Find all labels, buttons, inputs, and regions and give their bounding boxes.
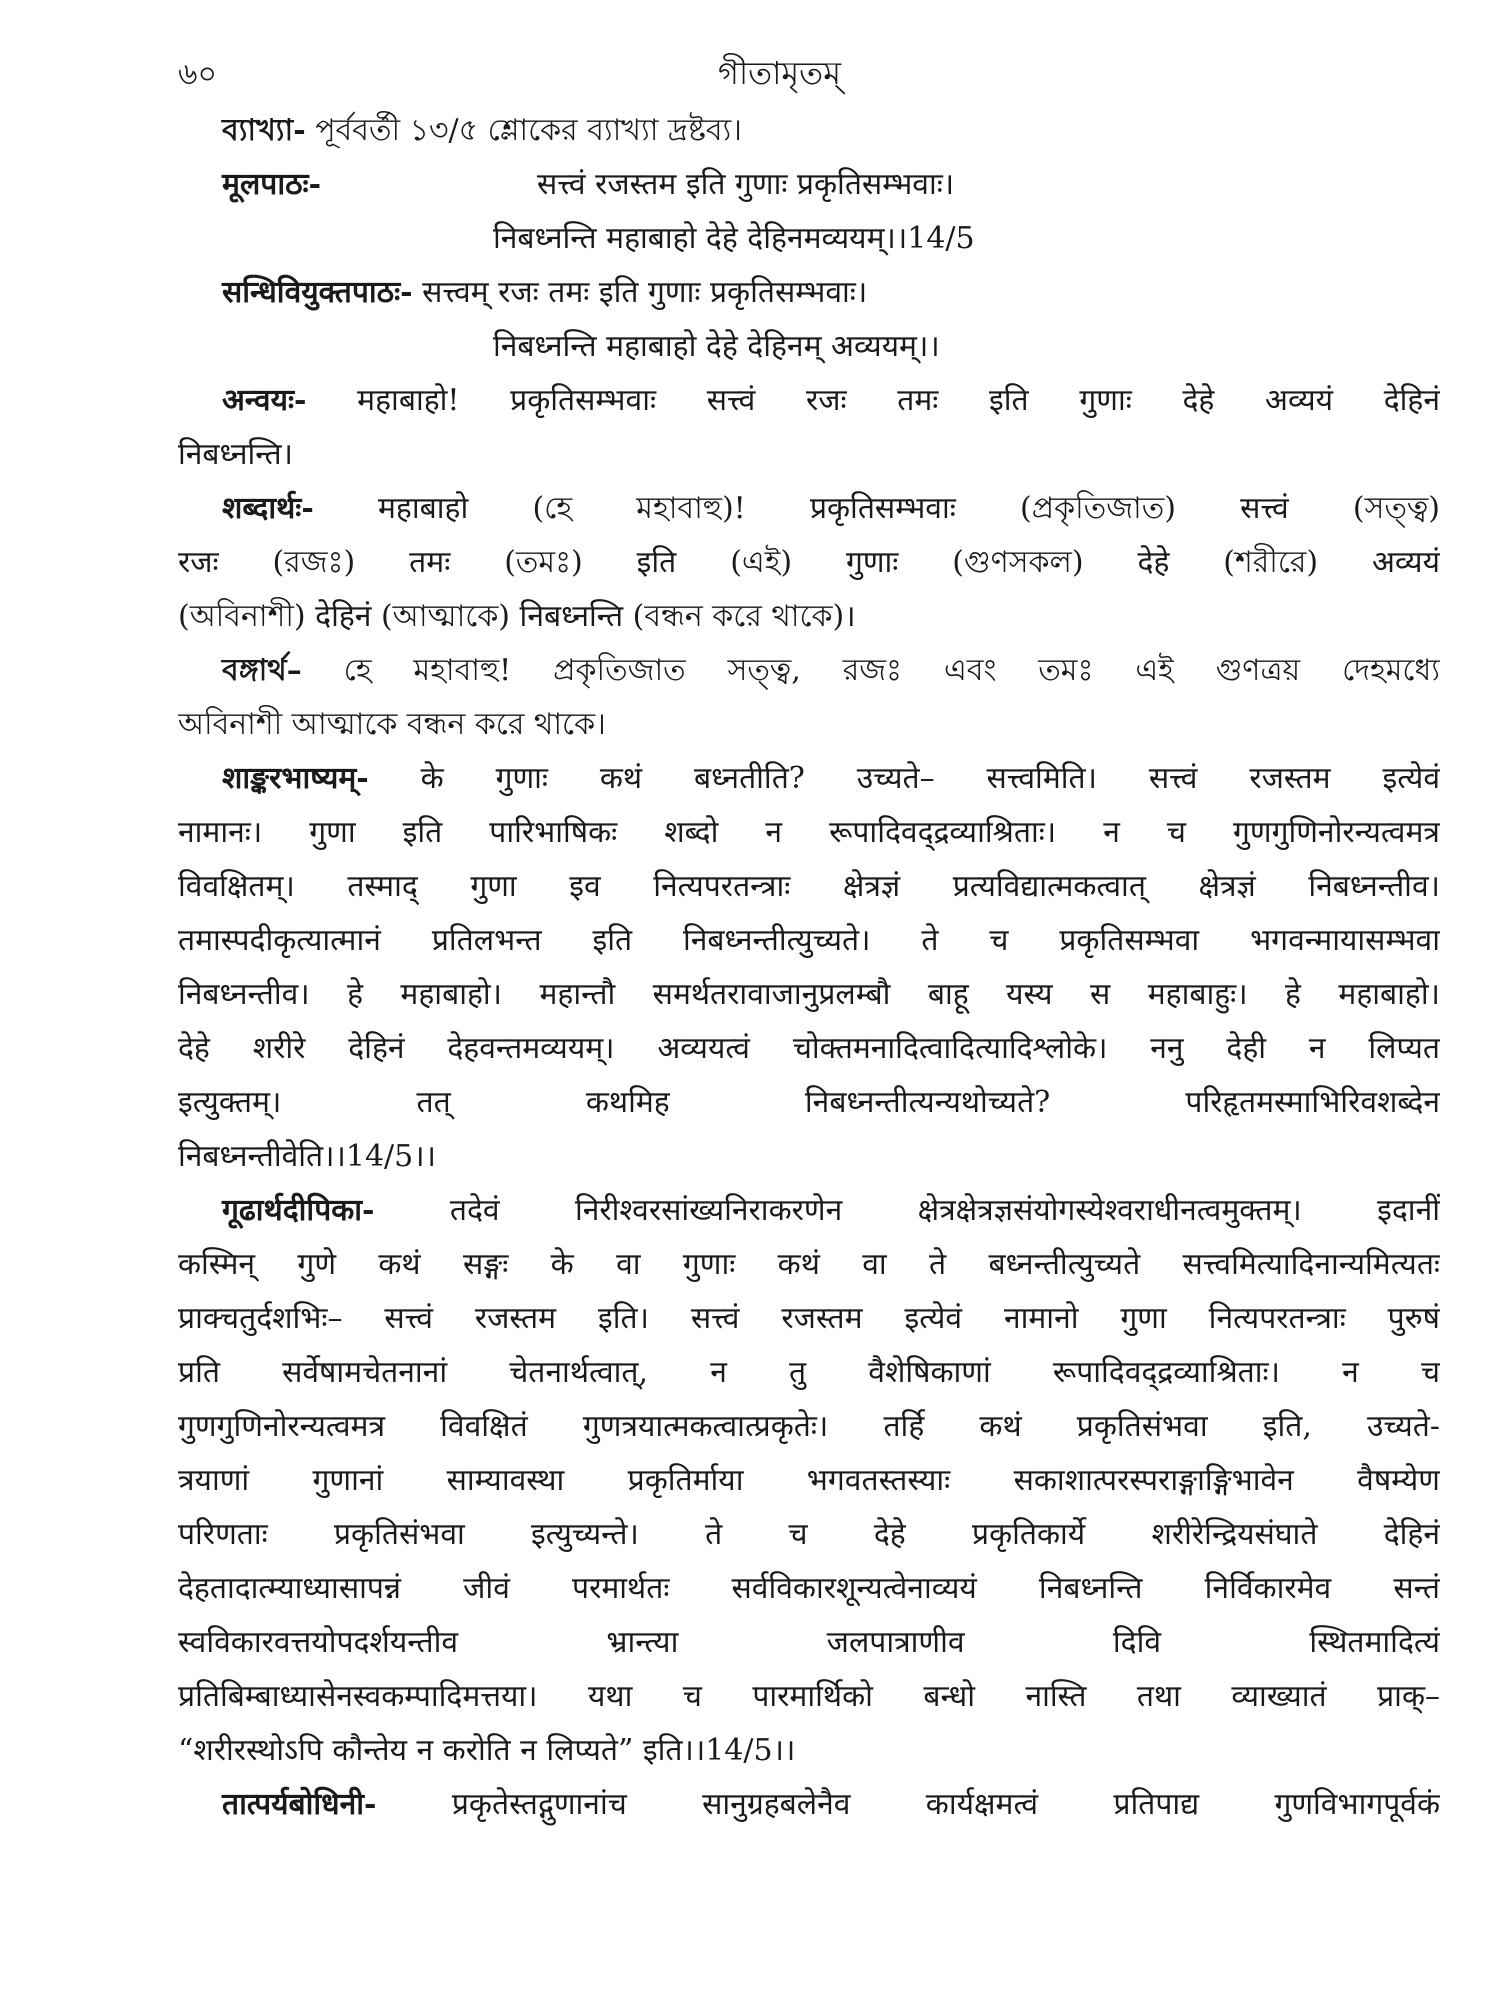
- mulapatha-line-2: निबध्नन्ति महाबाहो देहे देहिनमव्ययम्।।14/5: [493, 221, 975, 256]
- shankara-label: शाङ्करभाष्यम्-: [222, 761, 369, 796]
- shabdartha-text-1: महाबाहो (হে মহাবাহু)! प्रकृतिसम्भवाः (প্রকৃতিজাত) सत्त्वं (সত্ত্ব): [313, 491, 1440, 526]
- gudhartha-line-3: प्राक्चतुर्दशभिः– सत्त्वं रजस्तम इति। सत्त्वं रजस्तम इत्येवं नामानो गुणा नित्यपरतन्त्राः पुरुषं: [178, 1301, 1440, 1336]
- bangartha-label: বঙ্গার্থ–: [222, 653, 302, 688]
- anvaya-label: अन्वयः-: [222, 383, 307, 418]
- shankara-line-3: विवक्षितम्। तस्माद् गुणा इव नित्यपरतन्त्राः क्षेत्रज्ञं प्रत्यविद्यात्मकत्वात् क्षेत्रज्ञं निबध्नन्तीव।: [178, 869, 1440, 904]
- shankara-line-7: इत्युक्तम्। तत् कथमिह निबध्नन्तीत्यन्यथोच्यते? परिहृतमस्माभिरिवशब्देन: [178, 1085, 1440, 1120]
- mulapatha-line-1: [178, 164, 1440, 206]
- vyakhya-label: ব্যাখ্যা-: [222, 113, 306, 148]
- sandhi-line-1: [178, 272, 1440, 314]
- gudhartha-line-8: देहतादात्म्याध्यासापन्नं जीवं परमार्थतः सर्वविकारशून्यत्वेनाव्ययं निबध्नन्ति निर्विकारमेव सन्तं: [178, 1571, 1440, 1606]
- page-header: [178, 40, 1440, 110]
- gudhartha-line-11: “शरीरस्थोऽपि कौन्तेय न करोति न लिप्यते” इति।।14/5।।: [178, 1733, 796, 1768]
- gudhartha-line-9: स्वविकारवत्तयोपदर्शयन्तीव भ्रान्त्या जलपात्राणीव दिवि स्थितमादित्यं: [178, 1625, 1440, 1660]
- sandhi-label: सन्धिवियुक्तपाठः-: [222, 275, 413, 310]
- gudhartha-line-10: प्रतिबिम्बाध्यासेनस्वकम्पादिमत्तया। यथा च पारमार्थिको बन्धो नास्ति तथा व्याख्यातं प्राक्–: [178, 1679, 1440, 1714]
- shankara-line-1: [178, 758, 1440, 800]
- sandhi-line-2: निबध्नन्ति महाबाहो देहे देहिनम् अव्ययम्।।: [493, 329, 940, 364]
- shabdartha-line-2: रजः (রজঃ) तमः (তমঃ) इति (এই) गुणाः (গুণসকল) देहे (শরীরে) अव्ययं: [178, 545, 1440, 580]
- gudhartha-line-1: [178, 1190, 1440, 1232]
- vyakhya-line: [178, 110, 1440, 152]
- bangartha-text-1: হে মহাবাহু! প্রকৃতিজাত সত্ত্ব, রজঃ এবং তমঃ এই গুণত্রয় দেহমধ্যে: [301, 653, 1440, 688]
- shankara-line-4: तमास्पदीकृत्यात्मानं प्रतिलभन्त इति निबध्नन्तीत्युच्यते। ते च प्रकृतिसम्भवा भगवन्मायासम्भवा: [178, 923, 1440, 958]
- shankara-line-5: निबध्नन्तीव। हे महाबाहो। महान्तौ समर्थतरावाजानुप्रलम्बौ बाहू यस्य स महाबाहुः। हे महाबाहो।: [178, 977, 1440, 1012]
- shankara-text-1: के गुणाः कथं बध्नतीति? उच्यते– सत्त्वमिति। सत्त्वं रजस्तम इत्येवं: [368, 761, 1440, 796]
- tatparya-text-1: प्रकृतेस्तद्गुणानांच सानुग्रहबलेनैव कार्यक्षमत्वं प्रतिपाद्य गुणविभागपूर्वकं: [376, 1787, 1440, 1822]
- shabdartha-line-1: [178, 488, 1440, 530]
- shankara-line-8: निबध्नन्तीवेति।।14/5।।: [178, 1139, 436, 1174]
- vyakhya-text: পূর্ববর্তী ১৩/৫ শ্লোকের ব্যাখ্যা দ্রষ্টব্য।: [305, 113, 742, 148]
- shabdartha-label: शब्दार्थः-: [222, 491, 314, 526]
- bangartha-line-2: অবিনাশী আত্মাকে বন্ধন করে থাকে।: [178, 707, 606, 742]
- anvaya-line-2: निबध्नन्ति।: [178, 437, 293, 472]
- anvaya-line-1: [178, 380, 1440, 422]
- gudhartha-line-2: कस्मिन् गुणे कथं सङ्गः के वा गुणाः कथं वा ते बध्नन्तीत्युच्यते सत्त्वमित्यादिनान्यमित्यतः: [178, 1247, 1440, 1282]
- mulapatha-label: मूलपाठः-: [222, 167, 322, 202]
- gudhartha-text-1: तदेवं निरीश्वरसांख्यनिराकरणेन क्षेत्रक्षेत्रज्ञसंयोगस्येश्वराधीनत्वमुक्तम्। इदानीं: [374, 1193, 1440, 1228]
- sandhi-verse-1: सत्त्वम् रजः तमः इति गुणाः प्रकृतिसम्भवाः।: [412, 275, 868, 310]
- shankara-line-2: नामानः। गुणा इति पारिभाषिकः शब्दो न रूपादिवद्द्रव्याश्रिताः। न च गुणगुणिनोरन्यत्वमत्र: [178, 815, 1440, 850]
- gudhartha-label: गूढार्थदीपिका-: [222, 1193, 375, 1228]
- bangartha-line-1: [178, 650, 1440, 692]
- gudhartha-line-6: त्रयाणां गुणानां साम्यावस्था प्रकृतिर्माया भगवतस्तस्याः सकाशात्परस्पराङ्गाङ्गिभावेन वैषम्येण: [178, 1463, 1440, 1498]
- tatparya-label: तात्पर्यबोधिनी-: [222, 1787, 377, 1822]
- book-title: গীতামৃতম্: [718, 54, 841, 92]
- shankara-line-6: देहे शरीरे देहिनं देहवन्तमव्ययम्। अव्ययत्वं चोक्तमनादित्वादित्यादिश्लोके। ननु देही न लिप्यत: [178, 1031, 1440, 1066]
- gudhartha-line-5: गुणगुणिनोरन्यत्वमत्र विवक्षितं गुणत्रयात्मकत्वात्प्रकृतेः। तर्हि कथं प्रकृतिसंभवा इति, उच्यते-: [178, 1409, 1440, 1444]
- anvaya-text-1: महाबाहो! प्रकृतिसम्भवाः सत्त्वं रजः तमः इति गुणाः देहे अव्ययं देहिनं: [306, 383, 1440, 418]
- page-number: ৬০: [178, 57, 218, 92]
- gudhartha-line-7: परिणताः प्रकृतिसंभवा इत्युच्यन्ते। ते च देहे प्रकृतिकार्ये शरीरेन्द्रियसंघाते देहिनं: [178, 1517, 1440, 1552]
- mulapatha-verse-1: सत्त्वं रजस्तम इति गुणाः प्रकृतिसम्भवाः।: [537, 167, 955, 202]
- gudhartha-line-4: प्रति सर्वेषामचेतनानां चेतनार्थत्वात्, न तु वैशेषिकाणां रूपादिवद्द्रव्याश्रिताः। न च: [178, 1355, 1440, 1390]
- tatparya-line-1: [178, 1784, 1440, 1826]
- shabdartha-line-3: (অবিনাশী) देहिनं (আত্মাকে) निबध्नन्ति (বন্ধন করে থাকে)।: [178, 599, 856, 634]
